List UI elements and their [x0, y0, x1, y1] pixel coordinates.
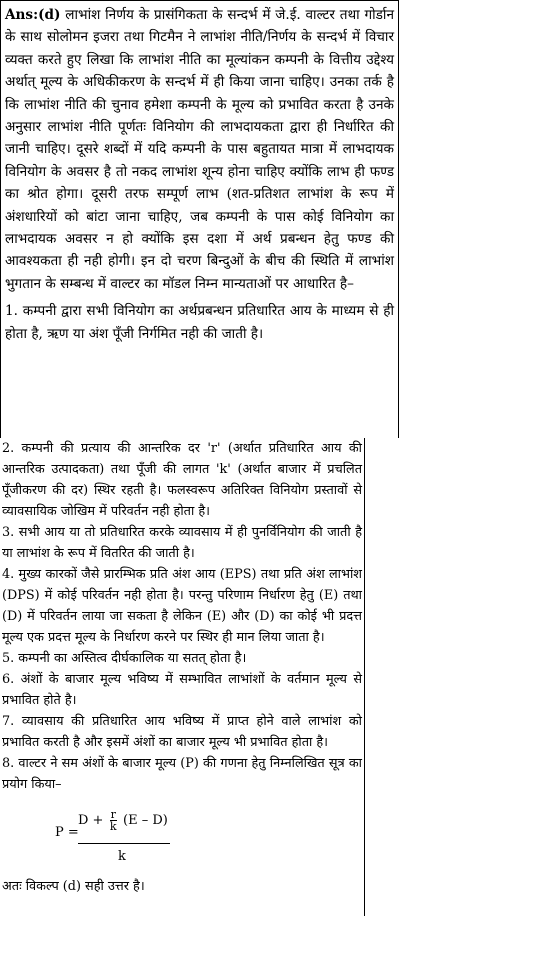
formula-r: r — [110, 808, 116, 821]
formula-fraction-bar — [78, 843, 170, 844]
conclusion: अतः विकल्प (d) सही उत्तर है। — [2, 879, 145, 894]
answer-box-bottom — [0, 438, 365, 916]
formula-numerator-left: D + — [78, 813, 104, 828]
assumption-8: 8. वाल्टर ने सम अंशों के बाजार मूल्य (P) की गणना हेतु निम्नलिखित सूत्र का प्रयोग किया– — [2, 756, 362, 792]
assumption-3: 3. सभी आय या तो प्रतिधारित करके व्यावसाय में ही पुनर्विनियोग की जाती है या लाभांश के रूप में वितरित की जाती है। — [2, 525, 362, 561]
formula-denominator: k — [118, 849, 126, 864]
assumption-6: 6. अंशों के बाजार मूल्य भविष्य में सम्भावित लाभांशों के वर्तमान मूल्य से प्रभावित होते है। — [2, 672, 362, 708]
formula-k-small: k — [109, 820, 117, 833]
assumption-2: 2. कम्पनी की प्रत्याय की आन्तरिक दर 'r' (अर्थात प्रतिधारित आय की आन्तरिक उत्पादकता) तथा पूँजी की लागत 'k' (अर्थात बाजार में प्रचलित पूँजीकरण की दर) स्थिर रहती है। फलस्वरूप अतिरिक्त विनियोग प्रस्तावों से व्यावसायिक जोखिम में परिवर्तन नही होता है। — [2, 441, 362, 519]
assumption-1: 1. कम्पनी द्वारा सभी विनियोग का अर्थप्रबन्धन प्रतिधारित आय के माध्यम से ही होता है, ऋण या अंश पूँजी निर्गमित नही की जाती है। — [5, 303, 394, 342]
intro-paragraph — [1, 1, 398, 295]
intro-text: लाभांश निर्णय के प्रासंगिकता के सन्दर्भ में जे.ई. वाल्टर तथा गोर्डान के साथ सोलोमन इजरा तथा गिटमैन ने लाभांश नीति/निर्णय के सन्दर्भ में विचार व्यक्त करते हुए लिखा कि लाभांश नीति का मूल्यांकन कम्पनी के वित्तीय उद्देश्य अर्थात् मूल्य के अधिकीकरण के सन्दर्भ में ही किया जाना चाहिए। उनका तर्क है कि लाभांश नीति की चुनाव हमेशा कम्पनी के मूल्य को प्रभावित करता है उनके अनुसार लाभांश नीति पूर्णतः विनियोग की लाभदायकता द्वारा ही निर्धारित की जानी चाहिए। दूसरे शब्दों में यदि कम्पनी के पास बहुतायत मात्रा में लाभदायक विनियोग के अवसर है तो नकद लाभांश शून्य होना चाहिए क्योंकि लाभ ही फण्ड का श्रोत होगा। दूसरी तरफ सम्पूर्ण लाभ (शत-प्रतिशत लाभांश के रूप में अंशधारियों को बांटा जाना चाहिए, जब कम्पनी के पास कोई विनियोग का लाभदायक अवसर न हो क्योंकि इस दशा में अर्थ प्रबन्धन हेतु फण्ड की आवश्यकता ही नही होगी। इन दो चरण बिन्दुओं के बीच की स्थिति में लाभांश भुगतान के सम्बन्ध में वाल्टर का मॉडल निम्न मान्यताओं पर आधारित है– — [5, 7, 395, 292]
formula-numerator — [78, 809, 168, 832]
assumption-5: 5. कम्पनी का अस्तित्व दीर्घकालिक या सतत् होता है। — [2, 651, 247, 666]
answer-box-top — [0, 0, 399, 438]
formula-numerator-right: (E – D) — [123, 813, 168, 828]
formula-lhs: P = — [55, 825, 79, 840]
answer-label: Ans:(d) — [5, 7, 61, 23]
assumption-7: 7. व्यावसाय की प्रतिधारित आय भविष्य में प्राप्त होने वाले लाभांश को प्रभावित करती है और इसमें अंशों का बाजार मूल्य भी प्रभावित होता है। — [2, 714, 362, 750]
formula-r-over-k — [110, 809, 117, 832]
walter-formula — [0, 797, 364, 877]
assumption-4: 4. मुख्य कारकों जैसे प्रारम्भिक प्रति अंश आय (EPS) तथा प्रति अंश लाभांश (DPS) में कोई परिवर्तन नही होता है। परन्तु परिणाम निर्धारण हेतु (E) तथा (D) में परिवर्तन लाया जा सकता है लेकिन (E) और (D) का कोई भी प्रदत्त मूल्य एक प्रदत्त मूल्य के निर्धारण करने पर स्थिर ही मान लिया जाता है। — [2, 567, 362, 645]
